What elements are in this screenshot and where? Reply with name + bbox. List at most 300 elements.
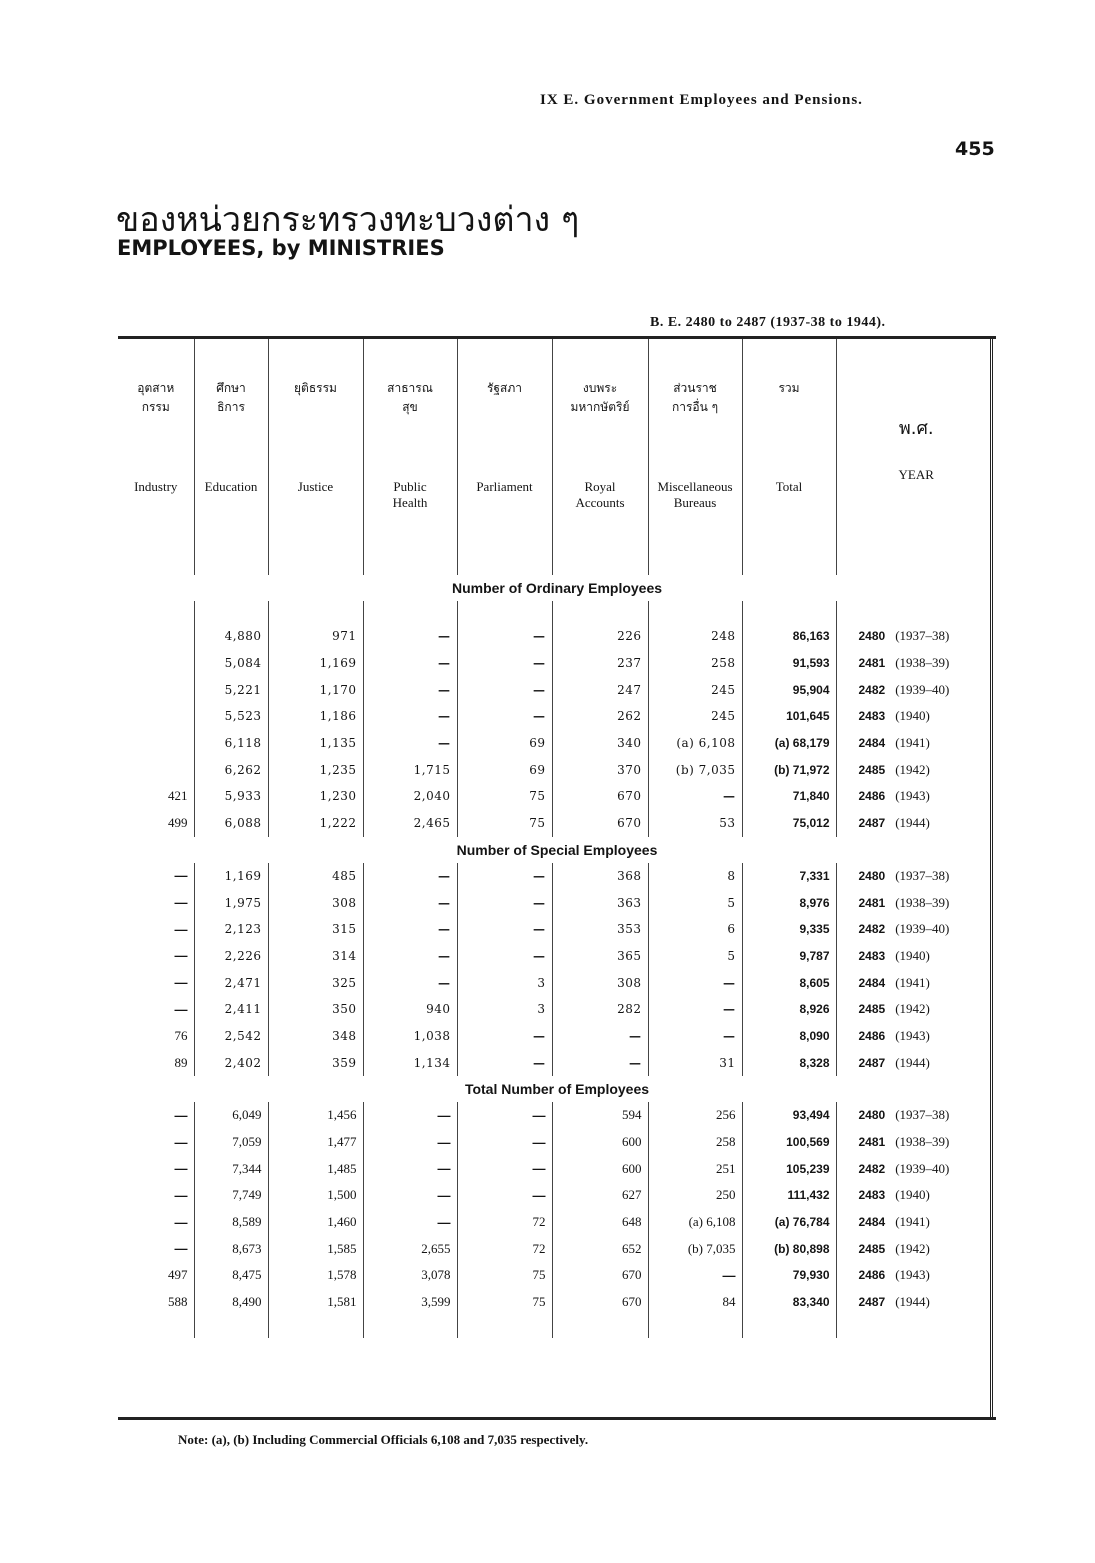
year-cell [836,1155,996,1182]
table-cell: — [457,1182,552,1209]
table-cell: 7,344 [194,1155,268,1182]
table-cell: — [457,1102,552,1129]
table-cell: 1,230 [268,783,363,810]
column-header-en: Public Health [392,479,428,510]
table-cell: 588 [118,1289,194,1316]
year-be: 2486 [858,1268,886,1283]
table-cell [118,650,194,677]
column-header-en: Industry [134,479,178,494]
column-header-en: Justice [297,479,334,494]
table-row [118,1289,996,1316]
table-cell [118,676,194,703]
table-cell: — [363,650,457,677]
year-cell [836,810,996,837]
table-cell: 1,170 [268,676,363,703]
table-cell: — [457,1129,552,1156]
table-cell: 340 [552,730,648,757]
table-row [118,623,996,650]
table-cell [118,730,194,757]
table-cell: 69 [457,730,552,757]
year-ad: (1940) [895,708,930,724]
year-be: 2486 [858,789,886,804]
table-cell: — [363,1209,457,1236]
empty-cell [552,553,648,575]
table-cell: 1,134 [363,1049,457,1076]
table-cell: 5 [648,889,742,916]
empty-cell [268,1316,363,1338]
table-cell: — [457,916,552,943]
table-cell: 245 [648,703,742,730]
year-be: 2480 [858,868,886,883]
table-cell: 8,328 [742,1049,836,1076]
table-cell: 652 [552,1235,648,1262]
empty-cell [742,553,836,575]
year-ad: (1937–38) [895,1107,950,1123]
table-cell: — [363,730,457,757]
table-cell: 9,335 [742,916,836,943]
empty-cell [118,553,194,575]
table-cell: — [552,1049,648,1076]
column-header-thai: รวม [778,381,800,395]
table-cell: — [363,1102,457,1129]
table-cell: — [457,650,552,677]
column-header-en: Parliament [476,479,533,494]
table-cell: — [363,1129,457,1156]
column-header [194,339,268,553]
year-be: 2482 [858,682,886,697]
table-cell: 308 [268,889,363,916]
table-cell [118,756,194,783]
table-cell: 1,169 [268,650,363,677]
year-ad: (1944) [895,1054,930,1070]
year-be: 2480 [858,1108,886,1123]
table-cell: 670 [552,783,648,810]
table-cell: (b) 80,898 [742,1235,836,1262]
year-ad: (1941) [895,1214,930,1230]
table-cell: 75 [457,1262,552,1289]
table-cell: 69 [457,756,552,783]
table-cell: — [118,996,194,1023]
table-cell: 315 [268,916,363,943]
table-cell: 1,235 [268,756,363,783]
empty-cell [742,601,836,623]
year-be: 2484 [858,736,886,751]
table-row [118,996,996,1023]
table-cell: — [118,1182,194,1209]
year-be: 2486 [858,1028,886,1043]
table-cell: 93,494 [742,1102,836,1129]
table-cell: 91,593 [742,650,836,677]
year-be: 2484 [858,1215,886,1230]
table-cell: 353 [552,916,648,943]
table-cell: — [552,1023,648,1050]
year-be: 2483 [858,948,886,963]
table-cell [118,703,194,730]
table-cell: 325 [268,969,363,996]
spacer-row [118,1316,996,1338]
year-be: 2487 [858,1295,886,1310]
table-cell: — [118,863,194,890]
table-cell: 5,221 [194,676,268,703]
table-cell: 648 [552,1209,648,1236]
table-cell: 75,012 [742,810,836,837]
year-ad: (1943) [895,788,930,804]
table-cell: 3 [457,969,552,996]
table-cell: 245 [648,676,742,703]
year-cell [836,756,996,783]
table-row [118,1182,996,1209]
table-cell: 1,477 [268,1129,363,1156]
table-cell: 7,059 [194,1129,268,1156]
table-cell: 1,578 [268,1262,363,1289]
table-cell: — [648,996,742,1023]
year-cell [836,703,996,730]
empty-cell [836,1316,996,1338]
column-header-en: YEAR [898,467,934,482]
table-row [118,1155,996,1182]
running-head: IX E. Government Employees and Pensions. [540,92,863,108]
table-row [118,730,996,757]
year-ad: (1941) [895,735,930,751]
table-cell: 8,490 [194,1289,268,1316]
table-row [118,1209,996,1236]
table-cell: 2,471 [194,969,268,996]
table-cell: 9,787 [742,943,836,970]
table-cell: 497 [118,1262,194,1289]
page-title-thai: ของหน่วยกระทรวงทะบวงต่าง ๆ [116,200,580,240]
column-header-en: Royal Accounts [575,479,625,510]
table-cell: 627 [552,1182,648,1209]
table-cell: 1,581 [268,1289,363,1316]
year-ad: (1938–39) [895,655,950,671]
year-cell [836,1182,996,1209]
table-cell: 8,673 [194,1235,268,1262]
year-cell [836,1289,996,1316]
empty-cell [363,601,457,623]
table-cell: 370 [552,756,648,783]
year-ad: (1942) [895,1001,930,1017]
table-cell: 5,933 [194,783,268,810]
year-cell [836,1102,996,1129]
table-cell: 485 [268,863,363,890]
table-cell: 3,078 [363,1262,457,1289]
table-cell: 2,402 [194,1049,268,1076]
table-cell: — [118,916,194,943]
year-be: 2481 [858,1135,886,1150]
table-cell: — [118,943,194,970]
year-cell [836,730,996,757]
empty-cell [648,1316,742,1338]
table-cell: — [118,1129,194,1156]
table-row [118,863,996,890]
table-cell: 5,084 [194,650,268,677]
section-title-row [118,575,996,601]
table-cell: 6,049 [194,1102,268,1129]
table-cell: 86,163 [742,623,836,650]
year-cell [836,863,996,890]
column-header-thai: รัฐสภา [486,381,523,395]
employees-table [118,339,996,1338]
year-ad: (1939–40) [895,921,950,937]
year-be: 2484 [858,975,886,990]
table-cell: 248 [648,623,742,650]
year-be: 2481 [858,656,886,671]
table-cell: 31 [648,1049,742,1076]
table-cell: 111,432 [742,1182,836,1209]
table-cell: — [457,676,552,703]
empty-cell [268,601,363,623]
table-cell: 1,135 [268,730,363,757]
table-cell: — [363,863,457,890]
column-header-thai: งบพระ มหากษัตริย์ [570,381,630,414]
table-cell: 84 [648,1289,742,1316]
empty-cell [118,1316,194,1338]
table-cell: 670 [552,1262,648,1289]
table-cell: 7,331 [742,863,836,890]
table-cell: 8,976 [742,889,836,916]
table-cell: 1,222 [268,810,363,837]
table-cell: — [363,969,457,996]
year-ad: (1943) [895,1267,930,1283]
year-cell [836,1049,996,1076]
table-cell: 1,585 [268,1235,363,1262]
empty-cell [742,1316,836,1338]
section-title: Number of Special Employees [456,841,658,858]
year-be: 2483 [858,1188,886,1203]
table-cell: 8,090 [742,1023,836,1050]
table-cell: 2,040 [363,783,457,810]
empty-cell [648,553,742,575]
column-header [118,339,194,553]
year-ad: (1939–40) [895,1160,950,1176]
table-cell: 308 [552,969,648,996]
table-row [118,943,996,970]
year-be: 2481 [858,895,886,910]
column-header-en: Total [775,479,803,494]
table-cell: — [457,1155,552,1182]
year-ad: (1940) [895,1187,930,1203]
table-cell: 79,930 [742,1262,836,1289]
year-cell [836,1209,996,1236]
year-cell [836,996,996,1023]
spacer-row [118,601,996,623]
table-cell: 71,840 [742,783,836,810]
year-be: 2485 [858,762,886,777]
table-cell: 89 [118,1049,194,1076]
empty-cell [118,601,194,623]
column-header-thai: พ.ศ. [898,418,934,439]
empty-cell [836,601,996,623]
empty-cell [268,553,363,575]
table-cell: 1,715 [363,756,457,783]
table-cell: (a) 68,179 [742,730,836,757]
table-cell: 6 [648,916,742,943]
table-cell: — [363,1155,457,1182]
table-cell: 6,118 [194,730,268,757]
table-row [118,1129,996,1156]
year-cell [836,1235,996,1262]
table-cell: 83,340 [742,1289,836,1316]
table-row [118,1023,996,1050]
table-cell: 1,038 [363,1023,457,1050]
table-row [118,1102,996,1129]
table-row [118,1262,996,1289]
table-cell: 75 [457,1289,552,1316]
table-cell: 1,975 [194,889,268,916]
table-cell: 251 [648,1155,742,1182]
table-cell: 258 [648,1129,742,1156]
year-ad: (1937–38) [895,628,950,644]
empty-cell [457,1316,552,1338]
year-ad: (1941) [895,974,930,990]
table-cell: (a) 6,108 [648,730,742,757]
table-cell: 594 [552,1102,648,1129]
table-cell: — [457,623,552,650]
table-cell: 314 [268,943,363,970]
table-row [118,969,996,996]
year-ad: (1942) [895,761,930,777]
table-row [118,756,996,783]
table-cell: 100,569 [742,1129,836,1156]
table-cell: — [457,1049,552,1076]
table-cell: — [457,1023,552,1050]
year-ad: (1937–38) [895,867,950,883]
table-cell: 1,460 [268,1209,363,1236]
empty-cell [194,553,268,575]
table-cell: 670 [552,1289,648,1316]
section-title-row [118,1076,996,1102]
column-header [268,339,363,553]
table-row [118,1049,996,1076]
year-be: 2482 [858,922,886,937]
table-cell: — [118,1209,194,1236]
table-cell: — [118,1155,194,1182]
table-cell: 1,485 [268,1155,363,1182]
column-header [363,339,457,553]
table-cell: 75 [457,810,552,837]
empty-cell [648,601,742,623]
year-cell [836,676,996,703]
table-cell: (b) 71,972 [742,756,836,783]
column-header-thai: ส่วนราช การอื่น ๆ [671,381,719,414]
spacer-row [118,553,996,575]
year-cell [836,1023,996,1050]
table-cell: — [648,969,742,996]
table-cell: 670 [552,810,648,837]
table-cell: — [363,703,457,730]
table-cell: 8,475 [194,1262,268,1289]
table-cell: 363 [552,889,648,916]
table-cell: — [363,676,457,703]
table-cell: 499 [118,810,194,837]
table-cell: 8,926 [742,996,836,1023]
table-cell: 2,655 [363,1235,457,1262]
table-row [118,783,996,810]
empty-cell [836,553,996,575]
year-be: 2483 [858,709,886,724]
section-title: Total Number of Employees [464,1081,650,1097]
table-cell: (a) 6,108 [648,1209,742,1236]
column-header [457,339,552,553]
table-cell: 247 [552,676,648,703]
year-ad: (1939–40) [895,681,950,697]
table-cell [118,623,194,650]
table-cell: 72 [457,1235,552,1262]
table-cell: 4,880 [194,623,268,650]
table-cell: — [363,916,457,943]
table-cell: — [363,623,457,650]
column-header-thai: ยุติธรรม [294,381,337,395]
employees-table-frame [118,336,996,1420]
table-cell: 3,599 [363,1289,457,1316]
empty-cell [194,1316,268,1338]
table-row [118,889,996,916]
table-cell: 368 [552,863,648,890]
table-cell: 226 [552,623,648,650]
table-cell: 2,411 [194,996,268,1023]
column-header [648,339,742,553]
year-cell [836,650,996,677]
column-header-thai: อุตสาห กรรม [137,381,175,414]
table-cell: — [457,703,552,730]
year-cell [836,943,996,970]
table-cell: 8,589 [194,1209,268,1236]
table-cell: 53 [648,810,742,837]
year-cell [836,1262,996,1289]
page-title: EMPLOYEES, by MINISTRIES [117,236,445,260]
year-cell [836,783,996,810]
year-cell [836,969,996,996]
table-cell: 7,749 [194,1182,268,1209]
table-cell: 359 [268,1049,363,1076]
column-header-thai: สาธารณ สุข [387,381,433,414]
year-be: 2482 [858,1161,886,1176]
table-cell: (b) 7,035 [648,756,742,783]
year-ad: (1943) [895,1027,930,1043]
table-cell: — [363,1182,457,1209]
table-row [118,650,996,677]
table-row [118,810,996,837]
table-cell: — [118,889,194,916]
year-cell [836,889,996,916]
year-cell [836,623,996,650]
year-be: 2480 [858,629,886,644]
table-cell: 2,542 [194,1023,268,1050]
table-cell: 72 [457,1209,552,1236]
table-cell: — [457,943,552,970]
table-cell: 8 [648,863,742,890]
empty-cell [363,553,457,575]
year-ad: (1940) [895,947,930,963]
year-be: 2487 [858,1055,886,1070]
column-header [836,339,996,553]
table-row [118,916,996,943]
table-cell: — [457,863,552,890]
year-ad: (1938–39) [895,894,950,910]
table-cell: 101,645 [742,703,836,730]
year-ad: (1944) [895,815,930,831]
table-cell: 421 [118,783,194,810]
section-title: Number of Ordinary Employees [451,580,663,596]
year-cell [836,1129,996,1156]
table-row [118,676,996,703]
table-cell: — [648,783,742,810]
table-cell: 6,088 [194,810,268,837]
table-cell: 1,500 [268,1182,363,1209]
table-cell: 6,262 [194,756,268,783]
column-header-en: Miscellaneous Bureaus [657,479,733,510]
table-cell: 256 [648,1102,742,1129]
